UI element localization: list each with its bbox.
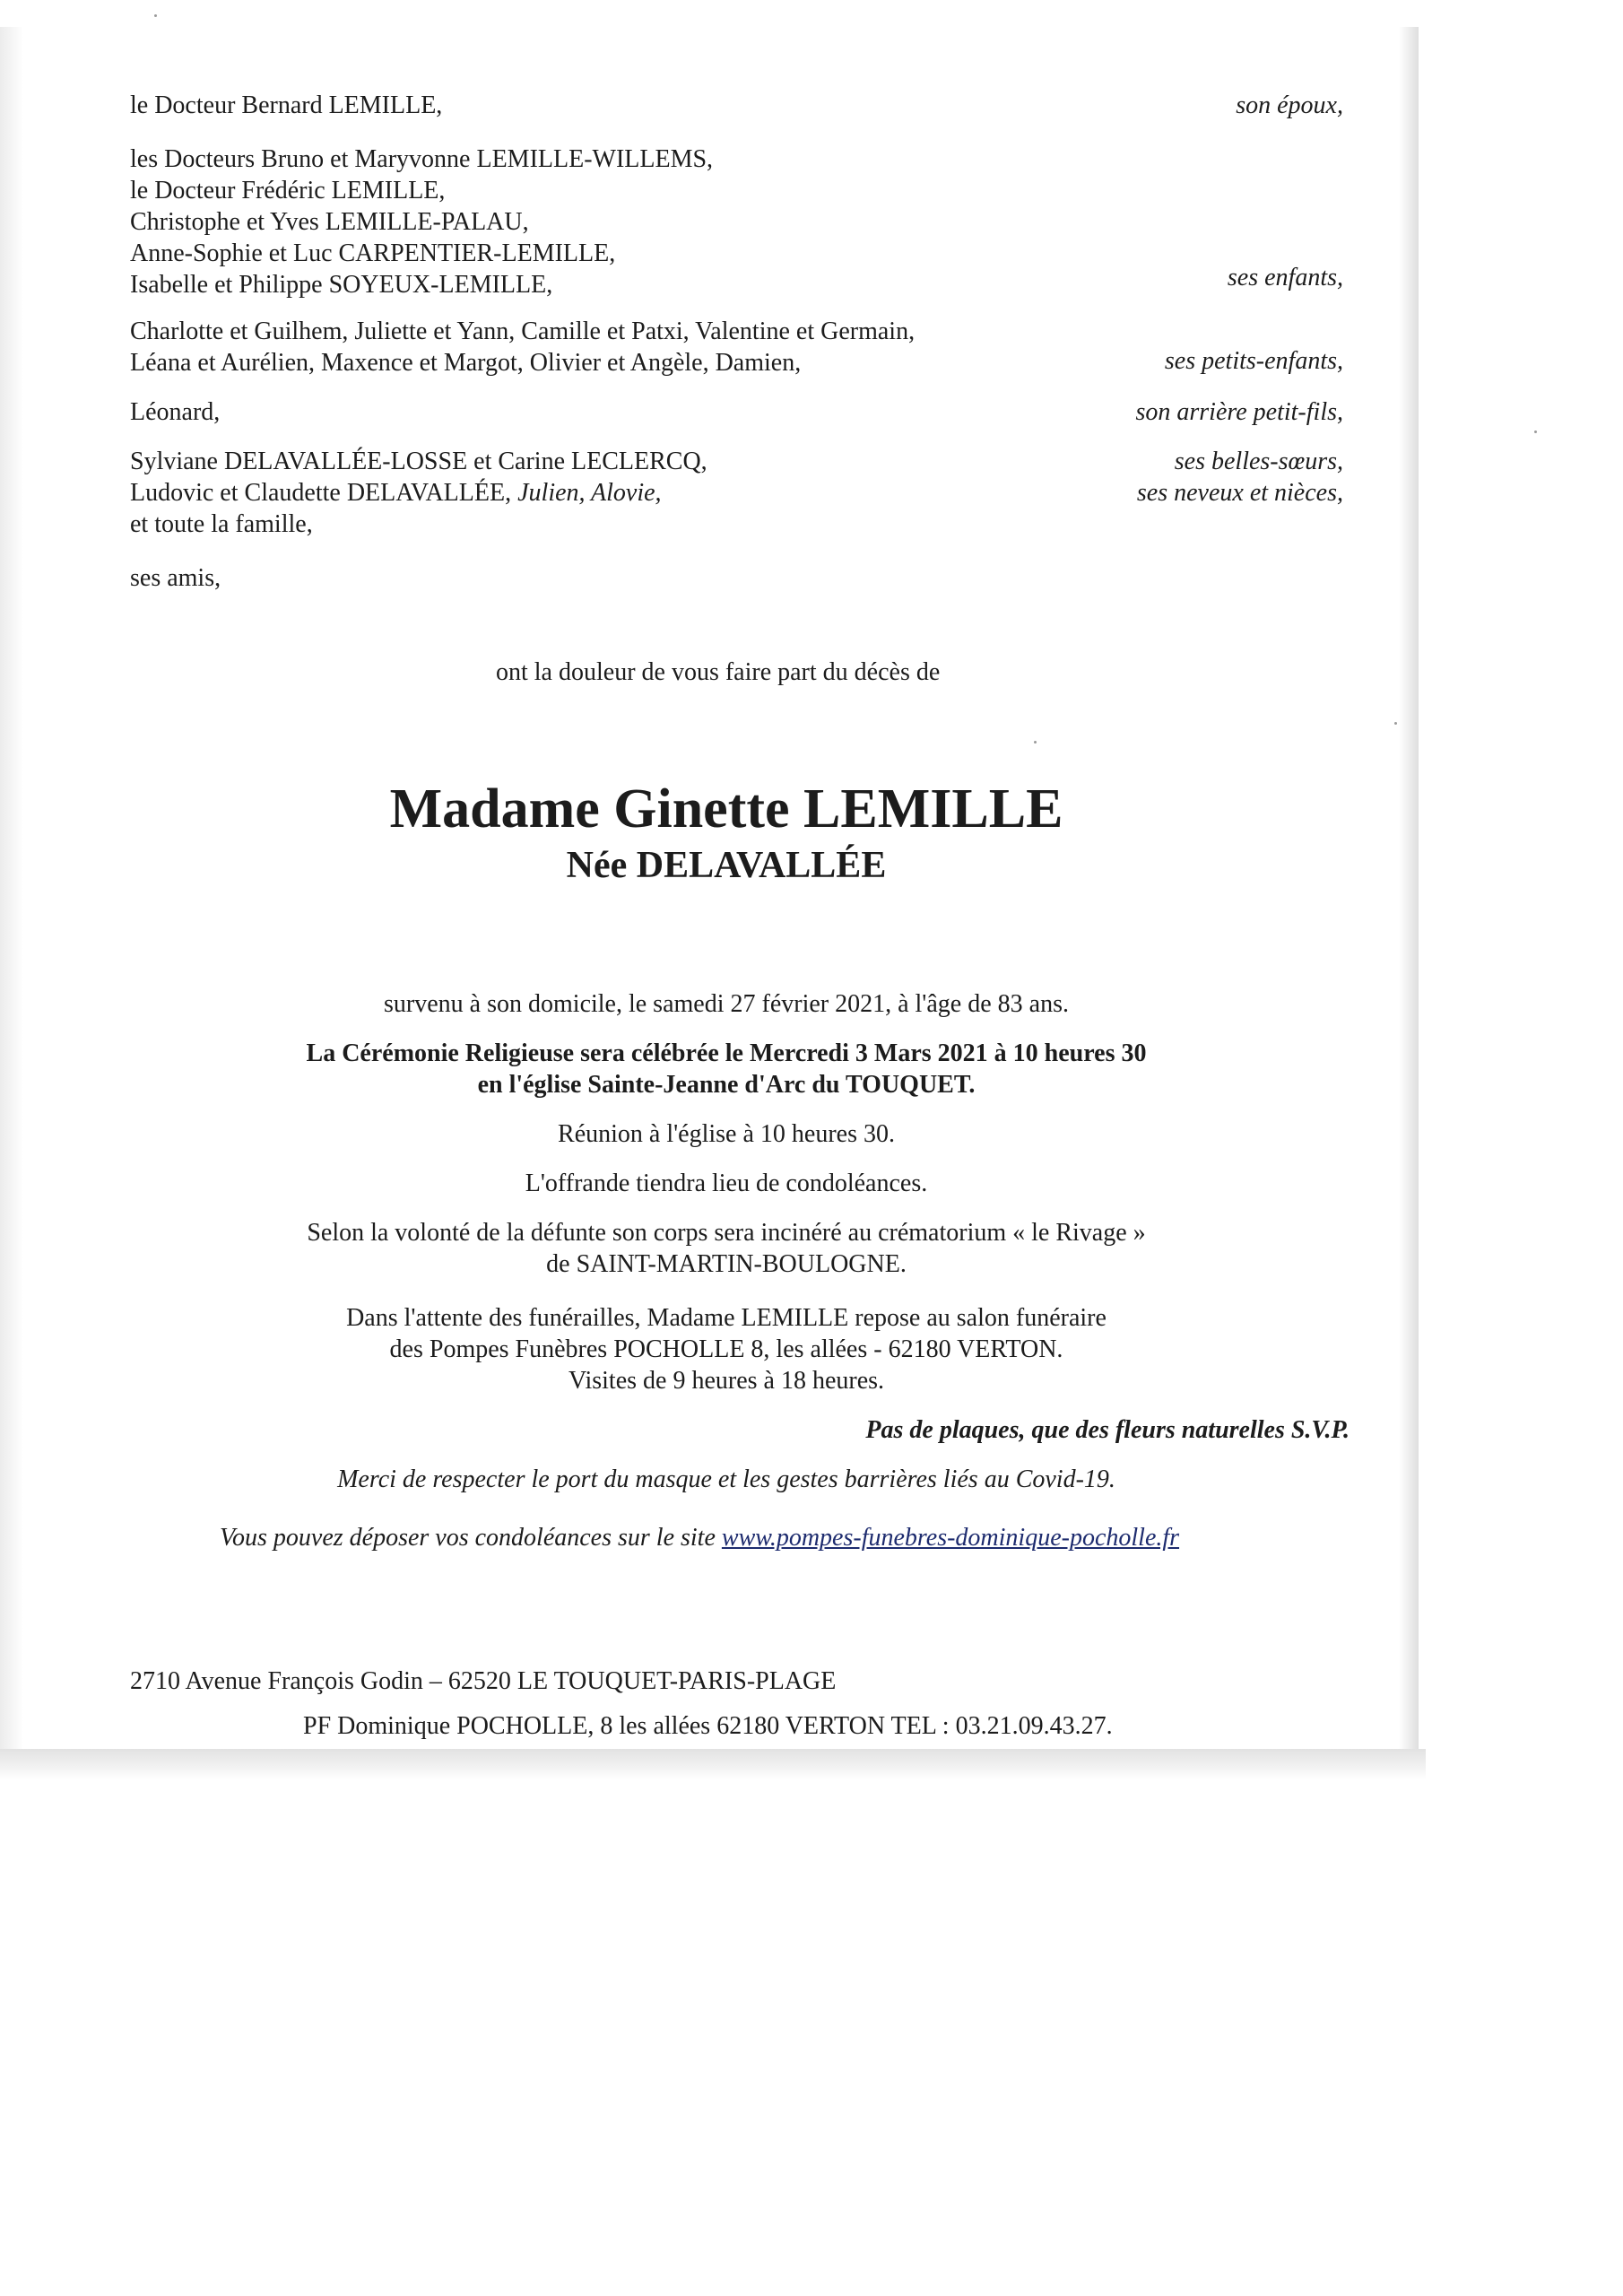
grandchildren-list: [130, 316, 915, 378]
no-plaques-note: Pas de plaques, que des fleurs naturelles S.V.P.: [865, 1416, 1350, 1444]
offering-info: L'offrande tiendra lieu de condoléances.: [525, 1170, 928, 1197]
grandchildren-line: Léana et Aurélien, Maxence et Margot, Olivier et Angèle, Damien,: [130, 349, 802, 377]
nephews-names: Julien, Alovie,: [517, 479, 662, 507]
meeting-info: Réunion à l'église à 10 heures 30.: [558, 1120, 895, 1148]
relation-spouse: son époux,: [1236, 91, 1343, 119]
scan-speck: [1034, 741, 1037, 744]
inlaws-line: [130, 477, 707, 509]
resting-info: [0, 1302, 1453, 1396]
child-line: les Docteurs Bruno et Maryvonne LEMILLE-WILLEMS,: [130, 145, 714, 173]
covid-note: Merci de respecter le port du masque et les gestes barrières liés au Covid-19.: [337, 1465, 1115, 1493]
inlaws-line: Sylviane DELAVALLÉE-LOSSE et Carine LECLERCQ,: [130, 448, 707, 475]
relation-nephews: ses neveux et nièces,: [1136, 479, 1343, 507]
cremation-line: de SAINT-MARTIN-BOULOGNE.: [546, 1250, 907, 1278]
ceremony-line: en l'église Sainte-Jeanne d'Arc du TOUQUET.: [477, 1071, 976, 1099]
resting-line: Dans l'attente des funérailles, Madame LEMILLE repose au salon funéraire: [346, 1304, 1107, 1332]
condolences-text: Vous pouvez déposer vos condoléances sur le site: [220, 1524, 716, 1552]
resting-line: des Pompes Funèbres POCHOLLE 8, les allées - 62180 VERTON.: [389, 1335, 1063, 1363]
footer-address: 2710 Avenue François Godin – 62520 LE TOUQUET-PARIS-PLAGE: [130, 1667, 837, 1695]
cremation-info: [0, 1217, 1453, 1280]
grandchildren-line: Charlotte et Guilhem, Juliette et Yann, Camille et Patxi, Valentine et Germain,: [130, 317, 916, 345]
child-line: Isabelle et Philippe SOYEUX-LEMILLE,: [130, 271, 553, 299]
scan-speck: [1534, 430, 1537, 433]
ceremony-line: La Cérémonie Religieuse sera célébrée le Mercredi 3 Mars 2021 à 10 heures 30: [306, 1039, 1147, 1067]
scan-shadow-bottom: [0, 1749, 1426, 1779]
children-list: [130, 144, 713, 300]
child-line: Anne-Sophie et Luc CARPENTIER-LEMILLE,: [130, 239, 616, 267]
death-info: survenu à son domicile, le samedi 27 février 2021, à l'âge de 83 ans.: [384, 990, 1069, 1018]
great-grandchild-name: Léonard,: [130, 398, 221, 426]
scan-shadow-left: [0, 27, 23, 1758]
child-line: le Docteur Frédéric LEMILLE,: [130, 177, 446, 204]
family-line: et toute la famille,: [130, 510, 313, 538]
cremation-line: Selon la volonté de la défunte son corps sera incinéré au crématorium « le Rivage »: [307, 1219, 1146, 1247]
friends-line: ses amis,: [130, 564, 221, 592]
relation-sisters-in-law: ses belles-sœurs,: [1174, 448, 1343, 475]
relation-children: ses enfants,: [1227, 264, 1343, 291]
spouse-name: le Docteur Bernard LEMILLE,: [130, 91, 443, 119]
condolences-line: [220, 1522, 1179, 1553]
scan-shadow-right: [1399, 27, 1419, 1776]
scan-speck: [154, 14, 157, 17]
scan-speck: [1394, 722, 1397, 725]
deceased-maiden-name: Née DELAVALLÉE: [566, 845, 887, 886]
relation-great-grandchild: son arrière petit-fils,: [1135, 398, 1343, 426]
resting-line: Visites de 9 heures à 18 heures.: [568, 1367, 885, 1395]
child-line: Christophe et Yves LEMILLE-PALAU,: [130, 208, 529, 236]
condolences-link[interactable]: www.pompes-funebres-dominique-pocholle.fr: [721, 1524, 1180, 1552]
inlaws-names: Ludovic et Claudette DELAVALLÉE,: [130, 479, 512, 507]
deceased-name: Madame Ginette LEMILLE: [389, 778, 1063, 839]
ceremony-info: [0, 1038, 1453, 1100]
relation-grandchildren: ses petits-enfants,: [1164, 347, 1343, 375]
footer-funeral-home: PF Dominique POCHOLLE, 8 les allées 62180 VERTON TEL : 03.21.09.43.27.: [303, 1712, 1113, 1740]
inlaws-list: [130, 446, 707, 540]
announcement-line: ont la douleur de vous faire part du décès de: [496, 658, 941, 686]
